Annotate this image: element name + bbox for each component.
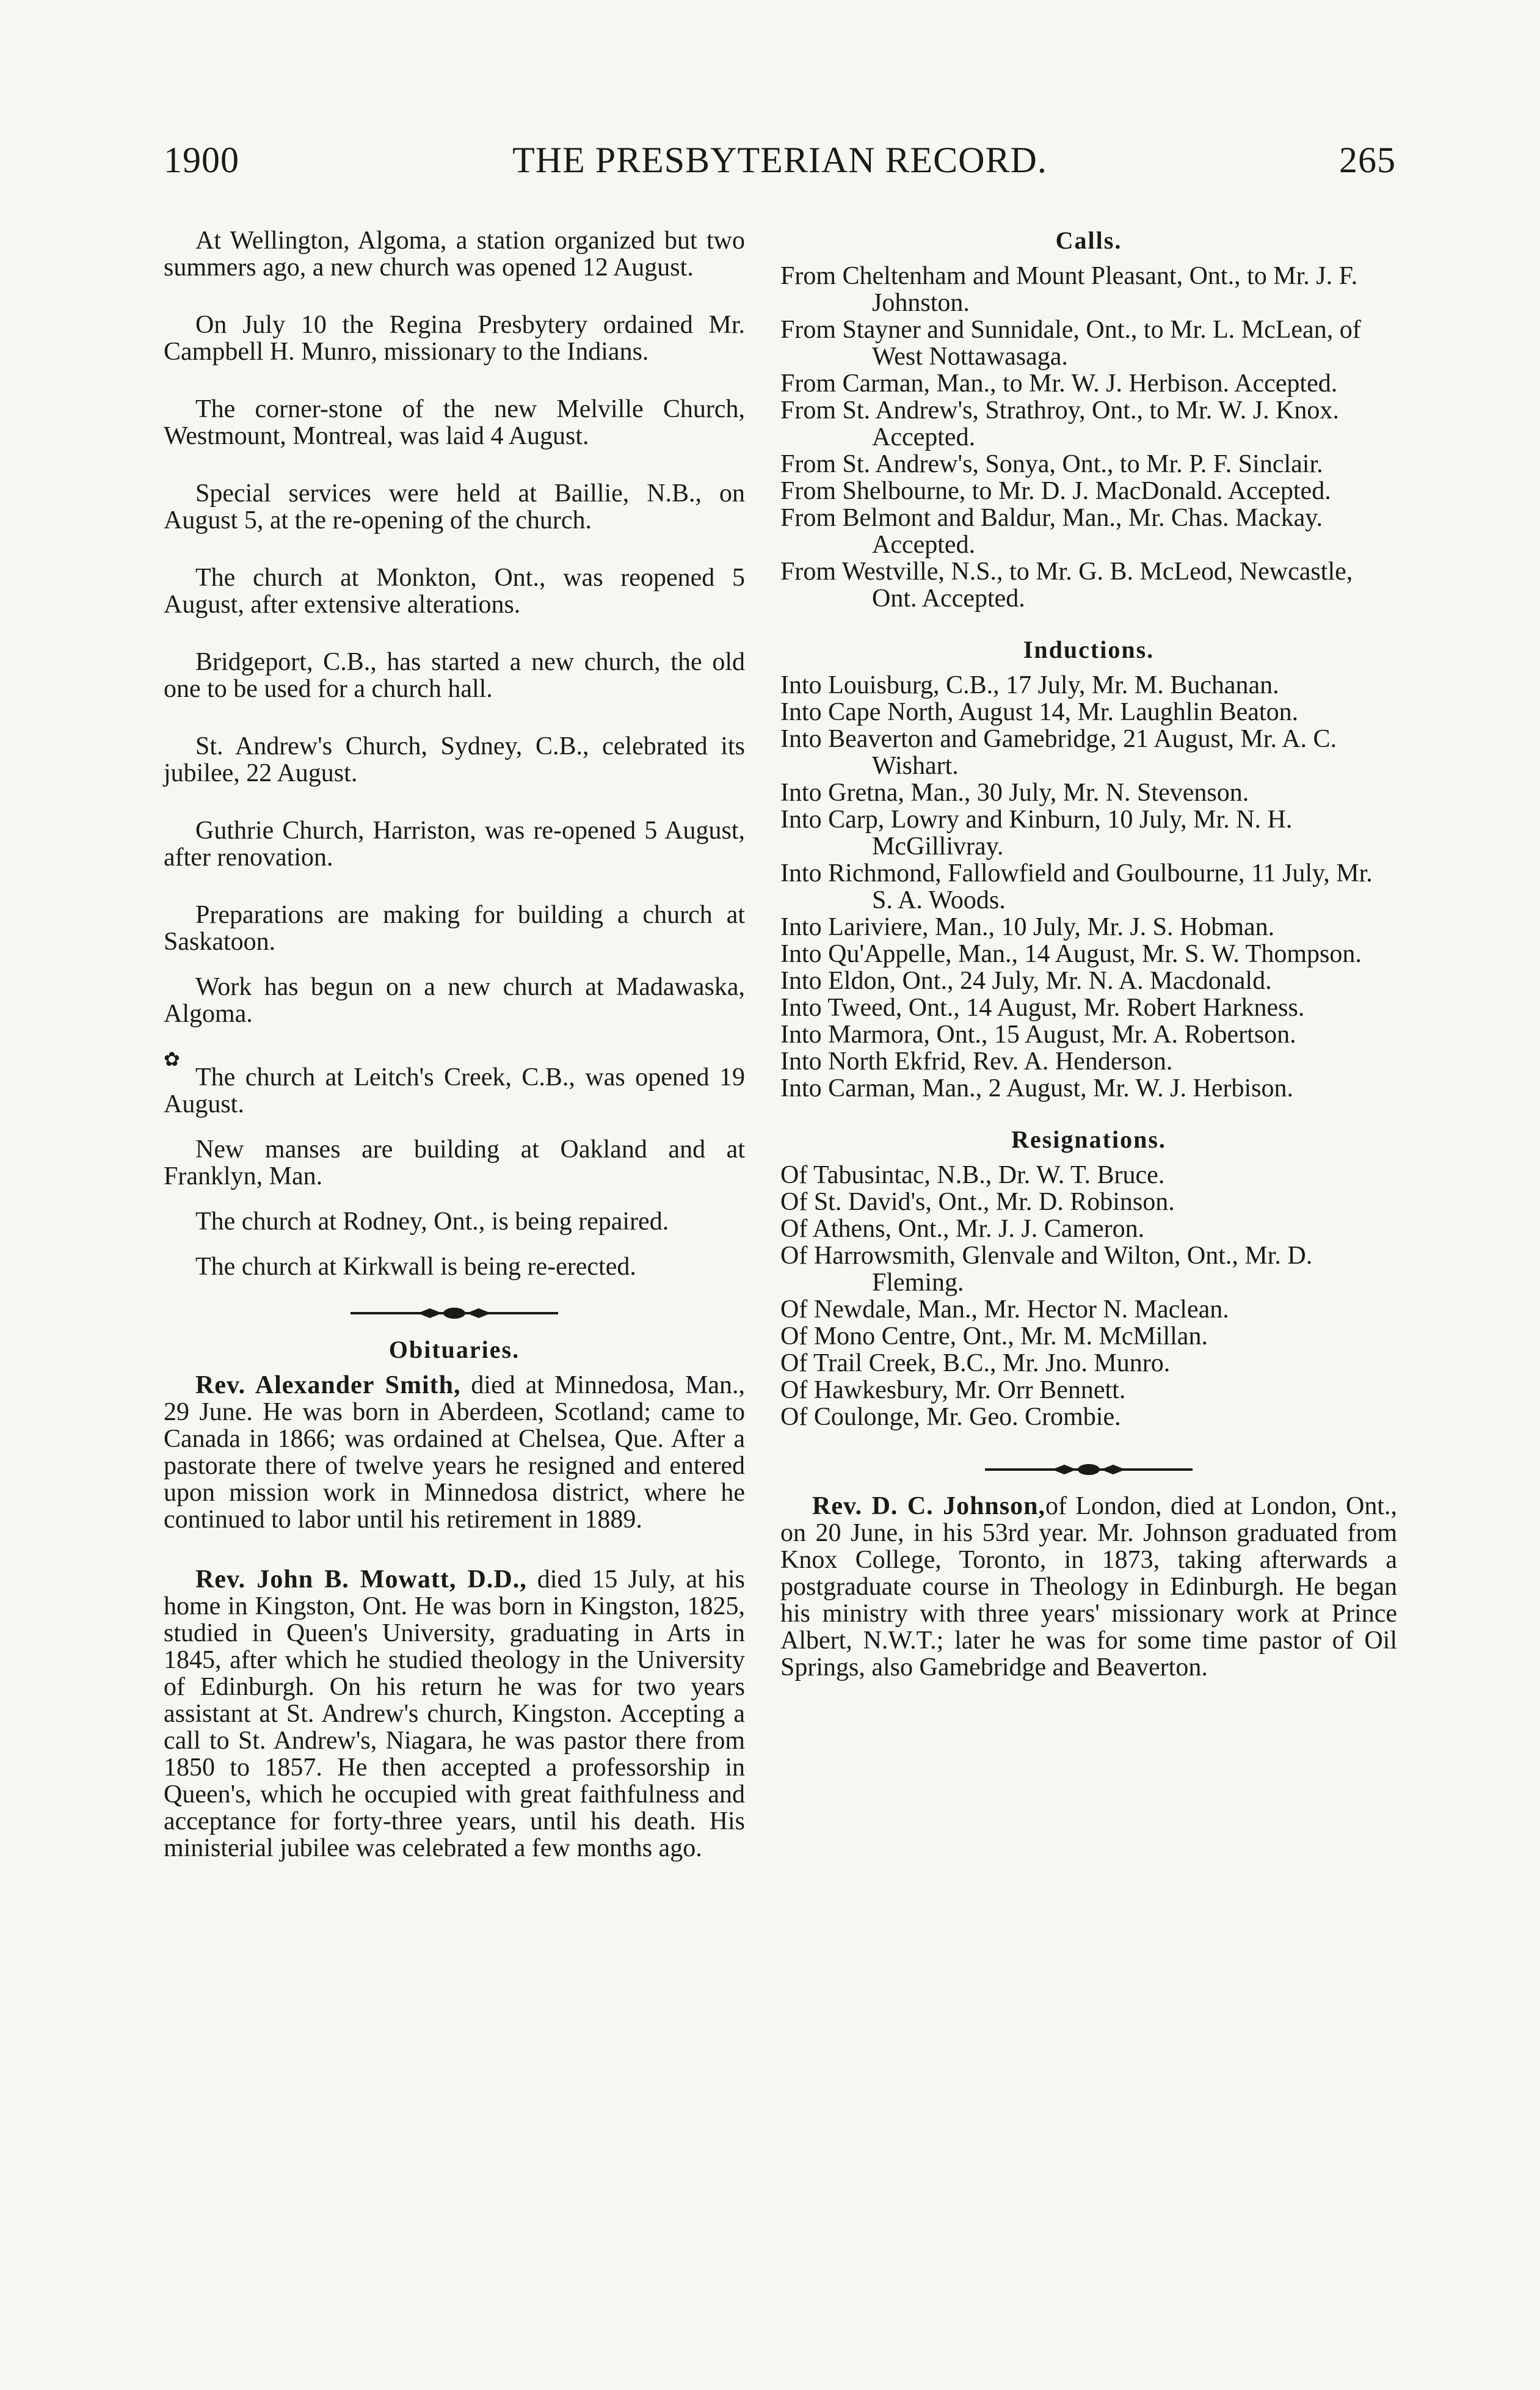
list-item: Of Harrowsmith, Glenvale and Wilton, Ont., Mr. D. Fleming. xyxy=(780,1242,1313,1297)
page-number: 265 xyxy=(1339,140,1396,180)
header-year: 1900 xyxy=(164,140,239,180)
list-item: Into Marmora, Ont., 15 August, Mr. A. Robertson. xyxy=(780,1021,1296,1049)
news-item: At Wellington, Algoma, a station organized but two summers ago, a new church was opened 12 August. xyxy=(164,227,745,282)
calls-list xyxy=(780,263,1397,612)
list-item: Of Tabusintac, N.B., Dr. W. T. Bruce. xyxy=(780,1161,1165,1189)
ornament-icon: ✿ xyxy=(164,1048,180,1070)
obituary-text: of London, died at London, Ont., on 20 June, in his 53rd year. Mr. Johnson graduated from Knox College, Toronto, in 1873, taking afterwards a postgraduate course in Theology in Edinburgh. He began his ministry with three years' missionary work at Prince Albert, N.W.T.; later he was for some time pastor of Oil Springs, also Gamebridge and Beaverton. xyxy=(780,1492,1397,1681)
list-item: Of Newdale, Man., Mr. Hector N. Maclean. xyxy=(780,1295,1229,1324)
obituary-entry xyxy=(164,1372,745,1533)
left-column xyxy=(164,227,745,1895)
news-item: The church at Monkton, Ont., was reopened 5 August, after extensive alterations. xyxy=(164,564,745,619)
list-item: Into Qu'Appelle, Man., 14 August, Mr. S. W. Thompson. xyxy=(780,940,1362,968)
section-divider xyxy=(780,1455,1397,1468)
resignations-list xyxy=(780,1162,1397,1430)
news-item: New manses are building at Oakland and at Franklyn, Man. xyxy=(164,1135,745,1190)
calls-heading: Calls. xyxy=(1055,227,1122,254)
news-item: Bridgeport, C.B., has started a new church, the old one to be used for a church hall. xyxy=(164,648,745,703)
list-item: Of Coulonge, Mr. Geo. Crombie. xyxy=(780,1403,1121,1431)
list-item: Of St. David's, Ont., Mr. D. Robinson. xyxy=(780,1188,1175,1216)
list-item: From Stayner and Sunnidale, Ont., to Mr. L. McLean, of West Nottawasaga. xyxy=(780,316,1361,371)
list-item: Into Richmond, Fallowfield and Goulbourne, 11 July, Mr. S. A. Woods. xyxy=(780,859,1373,914)
news-item: On July 10 the Regina Presbytery ordained Mr. Campbell H. Munro, missionary to the Indians. xyxy=(164,311,745,366)
inductions-list xyxy=(780,672,1397,1102)
list-item: Of Hawkesbury, Mr. Orr Bennett. xyxy=(780,1376,1126,1404)
list-item: Of Trail Creek, B.C., Mr. Jno. Munro. xyxy=(780,1349,1171,1377)
list-item: Of Athens, Ont., Mr. J. J. Cameron. xyxy=(780,1215,1145,1243)
news-item: Preparations are making for building a church at Saskatoon. xyxy=(164,901,745,956)
list-item: From Carman, Man., to Mr. W. J. Herbison. Accepted. xyxy=(780,370,1338,398)
list-item: From St. Andrew's, Strathroy, Ont., to Mr. W. J. Knox. Accepted. xyxy=(780,396,1339,451)
section-divider xyxy=(164,1299,745,1312)
list-item: Of Mono Centre, Ont., Mr. M. McMillan. xyxy=(780,1322,1208,1350)
list-item: Into Louisburg, C.B., 17 July, Mr. M. Buchanan. xyxy=(780,671,1279,699)
news-item: The church at Kirkwall is being re-erected. xyxy=(195,1253,636,1281)
list-item: Into Beaverton and Gamebridge, 21 August, Mr. A. C. Wishart. xyxy=(780,725,1337,780)
obituary-entry xyxy=(164,1566,745,1862)
obituary-text: died at Minnedosa, Man., 29 June. He was born in Aberdeen, Scotland; came to Canada in 1866; was ordained at Chelsea, Que. After a pastorate there of twelve years he resigned and entered upon mission work in Minnedosa district, where he continued to labor until his retirement in 1889. xyxy=(164,1371,745,1534)
list-item: From St. Andrew's, Sonya, Ont., to Mr. P. F. Sinclair. xyxy=(780,450,1323,478)
ornamental-rule-icon xyxy=(350,1306,558,1320)
ornamental-rule-icon xyxy=(985,1463,1193,1476)
obituary-name: Rev. Alexander Smith, xyxy=(195,1371,461,1399)
list-item: Into Carp, Lowry and Kinburn, 10 July, Mr. N. H. McGillivray. xyxy=(780,806,1293,861)
publication-title: THE PRESBYTERIAN RECORD. xyxy=(512,140,1047,180)
list-item: Into Gretna, Man., 30 July, Mr. N. Stevenson. xyxy=(780,779,1249,807)
news-item: Guthrie Church, Harriston, was re-opened 5 August, after renovation. xyxy=(164,817,745,872)
obituary-entry xyxy=(780,1493,1397,1681)
news-item: The corner-stone of the new Melville Church, Westmount, Montreal, was laid 4 August. xyxy=(164,395,745,450)
list-item: From Shelbourne, to Mr. D. J. MacDonald. Accepted. xyxy=(780,477,1331,505)
right-column xyxy=(780,227,1397,1714)
news-item: Special services were held at Baillie, N.B., on August 5, at the re-opening of the church. xyxy=(164,479,745,534)
news-item: Work has begun on a new church at Madawaska, Algoma. xyxy=(164,973,745,1028)
obituaries-heading: Obituaries. xyxy=(388,1336,520,1363)
resignations-heading: Resignations. xyxy=(1011,1126,1166,1153)
list-item: Into Tweed, Ont., 14 August, Mr. Robert Harkness. xyxy=(780,994,1305,1022)
list-item: Into Cape North, August 14, Mr. Laughlin Beaton. xyxy=(780,698,1299,726)
news-item: The church at Leitch's Creek, C.B., was opened 19 August. xyxy=(164,1063,745,1118)
list-item: From Westville, N.S., to Mr. G. B. McLeod, Newcastle, Ont. Accepted. xyxy=(780,558,1353,613)
obituary-text: died 15 July, at his home in Kingston, Ont. He was born in Kingston, 1825, studied in Queen's University, graduating in Arts in 1845, after which he studied theology in the University of Edinburgh. On his return he was for two years assistant at St. Andrew's church, Kingston. Accepting a call to St. Andrew's, Niagara, he was pastor there from 1850 to 1857. He then accepted a professorship in Queen's, which he occupied with great faithfulness and acceptance for forty-three years, until his death. His ministerial jubilee was celebrated a few months ago. xyxy=(164,1565,746,1862)
list-item: Into Lariviere, Man., 10 July, Mr. J. S. Hobman. xyxy=(780,913,1275,941)
list-item: Into Carman, Man., 2 August, Mr. W. J. Herbison. xyxy=(780,1074,1293,1102)
list-item: Into Eldon, Ont., 24 July, Mr. N. A. Macdonald. xyxy=(780,967,1272,995)
running-header xyxy=(164,139,1396,194)
list-item: Into North Ekfrid, Rev. A. Henderson. xyxy=(780,1047,1173,1076)
obituary-name: Rev. D. C. Johnson, xyxy=(812,1492,1045,1520)
list-item: From Belmont and Baldur, Man., Mr. Chas. Mackay. Accepted. xyxy=(780,504,1323,559)
inductions-heading: Inductions. xyxy=(1023,636,1155,663)
news-item: St. Andrew's Church, Sydney, C.B., celebrated its jubilee, 22 August. xyxy=(164,732,745,787)
list-item: From Cheltenham and Mount Pleasant, Ont., to Mr. J. F. Johnston. xyxy=(780,262,1358,317)
news-item: The church at Rodney, Ont., is being repaired. xyxy=(195,1208,669,1236)
obituary-name: Rev. John B. Mowatt, D.D., xyxy=(195,1565,527,1594)
